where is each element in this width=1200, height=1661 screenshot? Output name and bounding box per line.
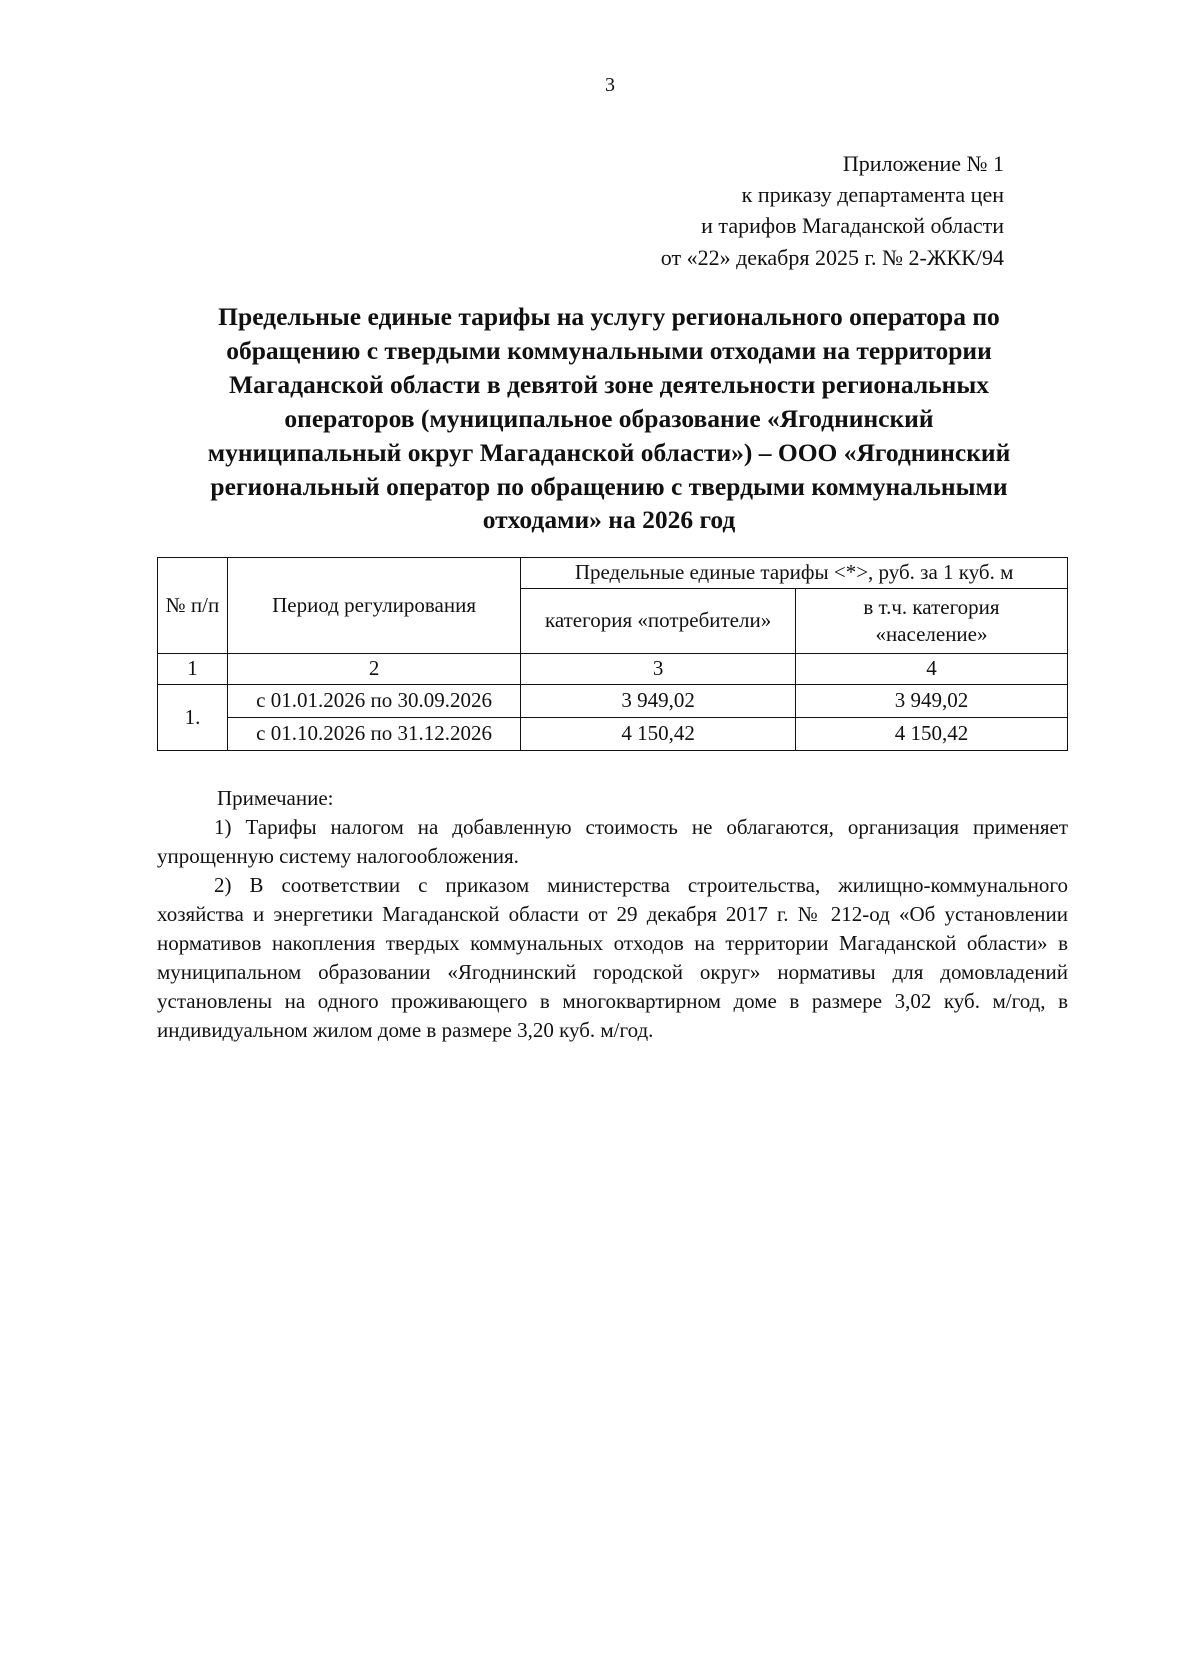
header-period: Период регулирования [227,558,520,654]
column-index: 2 [227,654,520,685]
header-num: № п/п [158,558,228,654]
tariffs-table [157,557,1068,751]
appendix-line: к приказу департамента цен [741,182,1004,208]
column-index-row [158,654,1068,685]
population-tariff-cell: 3 949,02 [795,685,1067,718]
appendix-block [661,148,1004,273]
column-index: 3 [521,654,796,685]
header-population [795,589,1067,654]
consumers-tariff-cell: 4 150,42 [521,718,796,751]
title-line: Предельные единые тарифы на услугу регионального оператора по [218,302,1000,331]
table-header-row [158,558,1068,589]
title-line: муниципальный округ Магаданской области») – ООО «Ягоднинский [207,437,1011,467]
title-line: Магаданской области в девятой зоне деятельности региональных [229,369,989,399]
notes-heading: Примечание: [217,786,334,810]
title-line: отходами» на 2026 год [482,505,736,535]
header-population-line2: «население» [875,622,988,646]
appendix-line: и тарифов Магаданской области [701,213,1004,239]
note-item: 1) Тарифы налогом на добавленную стоимость не облагаются, организация применяет упрощенную систему налогообложения. [157,814,1068,868]
header-tariffs-group: Предельные единые тарифы <*>, руб. за 1 куб. м [521,558,1068,589]
header-consumers: категория «потребители» [521,589,796,654]
page-number: 3 [605,74,615,96]
row-number: 1. [158,685,228,751]
period-cell: с 01.10.2026 по 31.12.2026 [227,718,520,751]
table-row [158,718,1068,751]
consumers-tariff-cell: 3 949,02 [521,685,796,718]
population-tariff-cell: 4 150,42 [795,718,1067,751]
title-line: обращению с твердыми коммунальными отходами на территории [226,335,992,365]
header-population-line1: в т.ч. категория [863,594,1000,619]
column-index: 4 [795,654,1067,685]
table-row [158,685,1068,718]
note-item: 2) В соответствии с приказом министерства строительства, жилищно-коммунального хозяйства и энергетики Магаданской области от 29 декабря 2017 г. № 212-од «Об установлении нормативов накопления твердых коммунальных отходов на территории Магаданской области» в муниципальном образовании «Ягоднинский городской округ» нормативы для домовладений установлены на одного проживающего в многоквартирном доме в размере 3,02 куб. м/год, в индивидуальном жилом доме в размере 3,20 куб. м/год. [157,872,1068,1042]
title-line: региональный оператор по обращению с твердыми коммунальными [210,471,1008,501]
appendix-line: Приложение № 1 [842,151,1004,176]
period-cell: с 01.01.2026 по 30.09.2026 [227,685,520,718]
appendix-line: от «22» декабря 2025 г. № 2-ЖКК/94 [660,244,1004,270]
notes-section [157,784,1068,1045]
title-line: операторов (муниципальное образование «Ягоднинский [284,403,934,433]
document-title [150,300,1068,537]
column-index: 1 [158,654,228,685]
